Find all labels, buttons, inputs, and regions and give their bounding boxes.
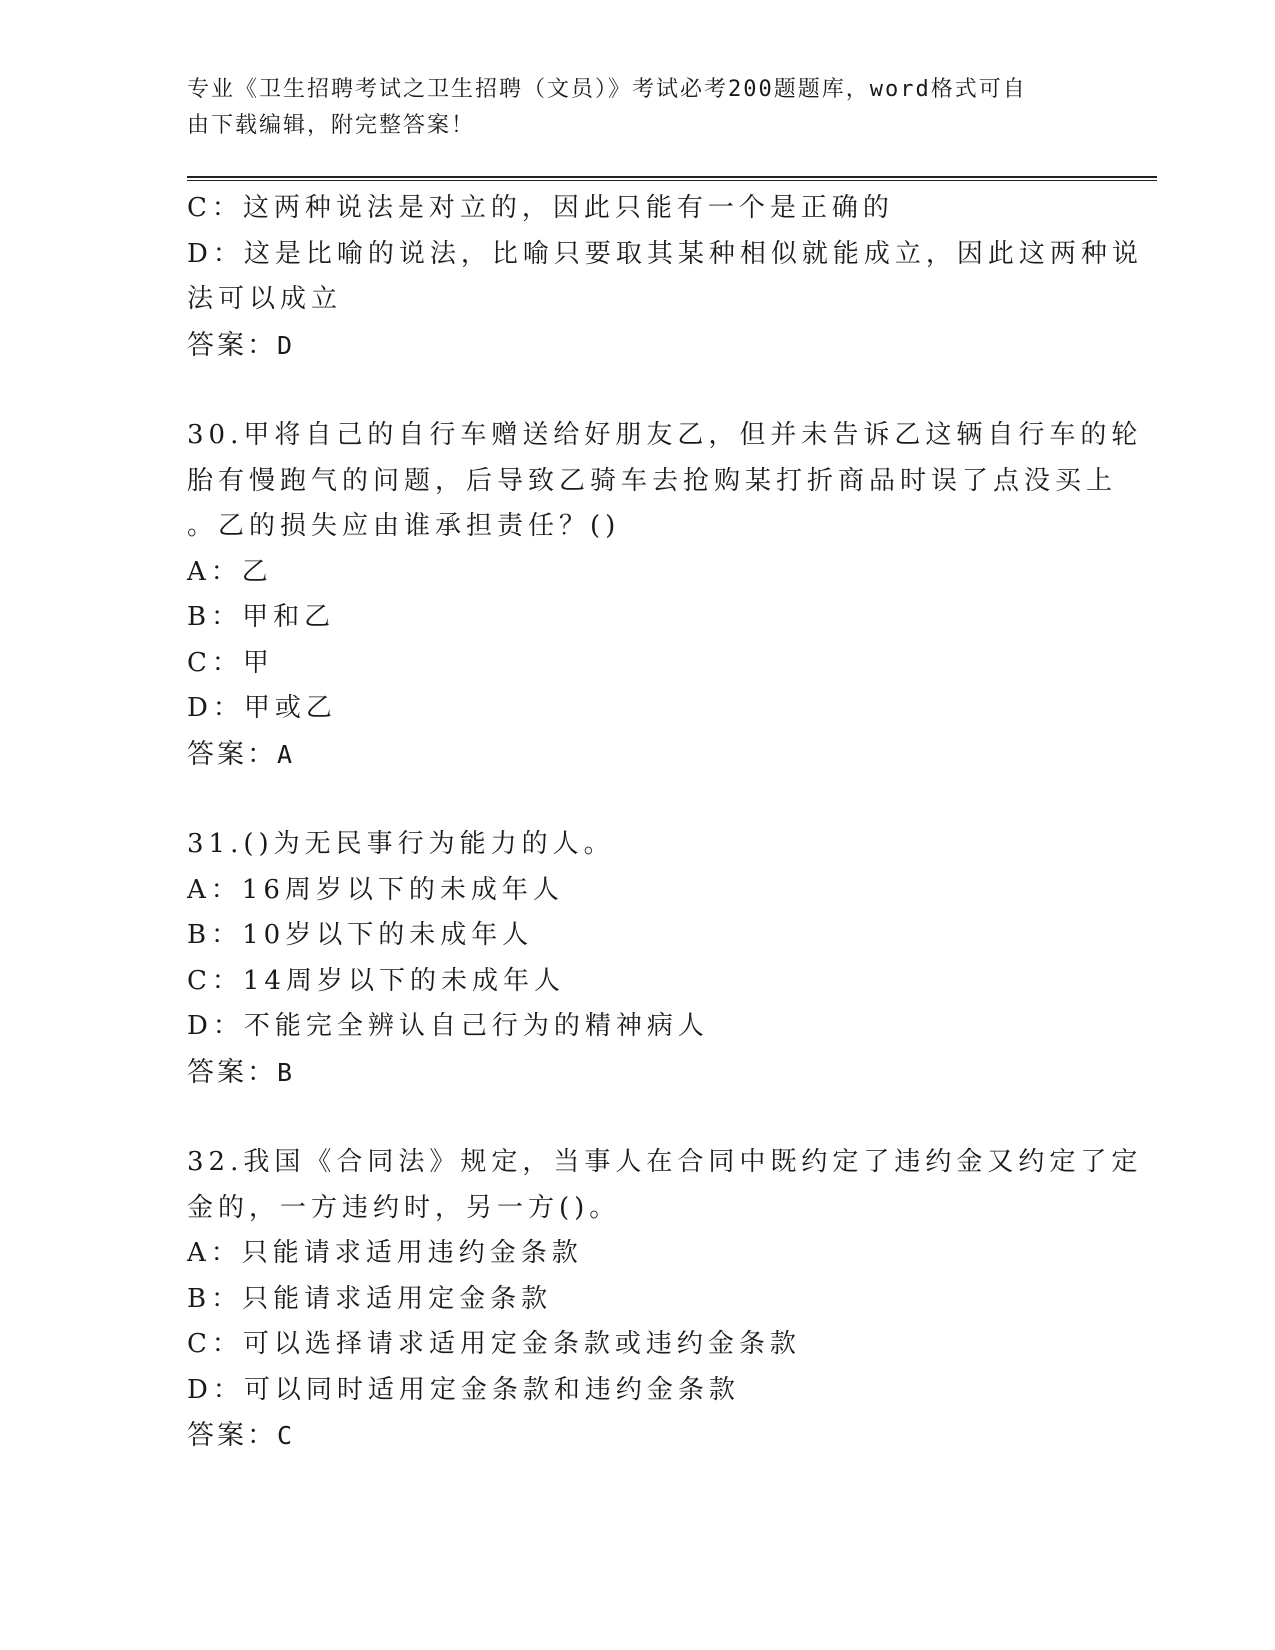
option-c: C：可以选择请求适用定金条款或违约金条款 [187, 1329, 801, 1359]
question-list [187, 186, 1143, 1459]
question-31 [187, 822, 1087, 1095]
question-stem-continued: 。乙的损失应由谁承担责任？() [187, 511, 621, 541]
answer-value: D [277, 330, 296, 360]
option-c: C：这两种说法是对立的，因此只能有一个是正确的 [187, 193, 894, 223]
question-29-tail [187, 186, 1143, 368]
answer-value: B [277, 1057, 296, 1087]
answer [187, 323, 1087, 369]
option-a: A：只能请求适用违约金条款 [187, 1238, 583, 1268]
option-d-continued: 法可以成立 [187, 284, 343, 314]
answer-label: 答案： [187, 1420, 277, 1451]
answer-value: C [277, 1421, 296, 1450]
option-c: C：14周岁以下的未成年人 [187, 965, 565, 996]
answer [187, 732, 1087, 778]
answer-value: A [277, 739, 296, 769]
option-b: B：甲和乙 [187, 602, 336, 632]
question-stem-continued: 金的，一方违约时，另一方()。 [187, 1192, 621, 1223]
answer [187, 1413, 1087, 1459]
answer-label: 答案： [187, 329, 277, 361]
option-d: D：这是比喻的说法，比喻只要取其某种相似就能成立，因此这两种说 [187, 238, 1143, 269]
option-b: B：只能请求适用定金条款 [187, 1283, 553, 1314]
question-30 [187, 413, 1143, 777]
option-a: A：16周岁以下的未成年人 [187, 874, 564, 905]
option-d: D：可以同时适用定金条款和违约金条款 [187, 1374, 740, 1405]
header-line-1: 专业《卫生招聘考试之卫生招聘（文员）》考试必考200题题库，word格式可自 [187, 77, 1027, 102]
answer-label: 答案： [187, 1056, 277, 1088]
question-stem: 30.甲将自己的自行车赠送给好朋友乙，但并未告诉乙这辆自行车的轮 [187, 420, 1143, 450]
question-stem: 32.我国《合同法》规定，当事人在合同中既约定了违约金又约定了定 [187, 1147, 1143, 1177]
option-b: B：10岁以下的未成年人 [187, 920, 534, 950]
option-d: D：不能完全辨认自己行为的精神病人 [187, 1011, 709, 1041]
header-divider [187, 176, 1157, 181]
header-line-2: 由下载编辑，附完整答案！ [187, 113, 476, 138]
question-stem-continued: 胎有慢跑气的问题，后导致乙骑车去抢购某打折商品时误了点没买上 [187, 465, 1118, 496]
page-header [187, 72, 1077, 144]
option-c: C：甲 [187, 647, 274, 678]
option-a: A：乙 [187, 556, 273, 587]
answer-label: 答案： [187, 738, 277, 770]
question-stem: 31.()为无民事行为能力的人。 [187, 829, 615, 859]
spacer [187, 1095, 1087, 1140]
option-d: D：甲或乙 [187, 693, 337, 723]
question-32 [187, 1140, 1143, 1459]
answer [187, 1050, 1087, 1096]
spacer [187, 368, 1087, 413]
spacer [187, 777, 1087, 822]
